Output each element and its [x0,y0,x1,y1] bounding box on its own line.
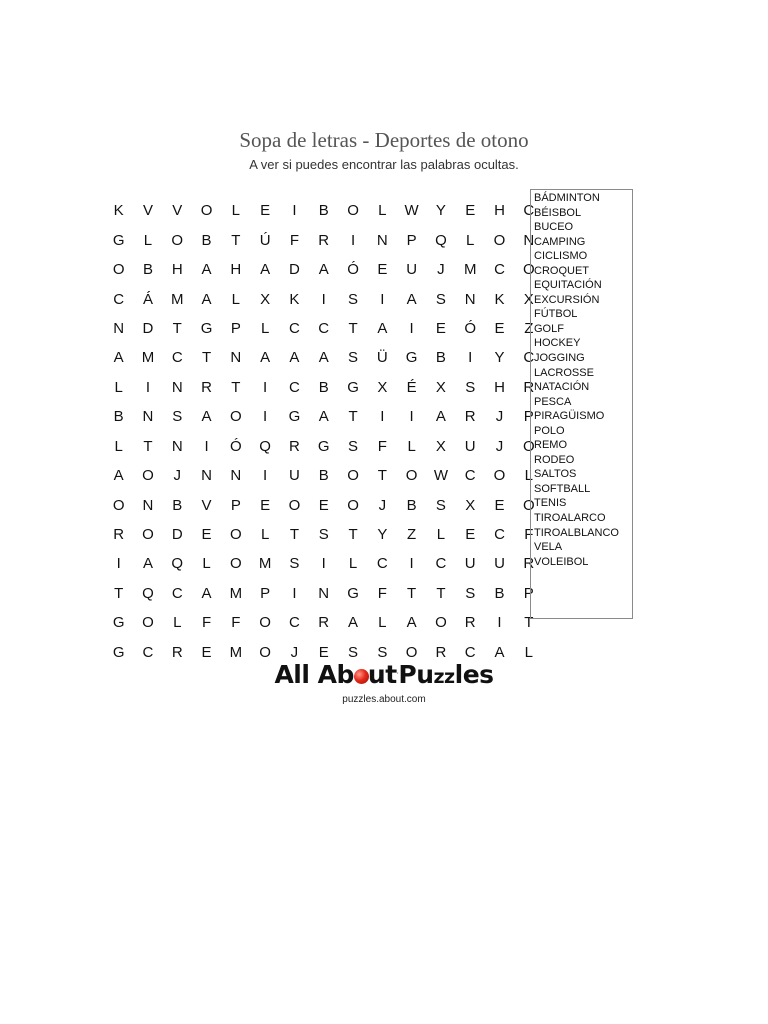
grid-letter: F [289,231,300,249]
grid-letter: L [378,614,387,632]
grid-letter: L [348,555,358,573]
grid-letter: J [378,496,387,514]
word-list-item: BUCEO [534,221,574,234]
grid-letter: O [522,261,535,279]
grid-letter: R [523,378,535,396]
grid-letter: I [321,555,326,573]
grid-letter: E [465,202,476,220]
grid-letter: X [377,378,388,396]
grid-letter: P [523,408,534,426]
grid-letter: C [464,467,476,485]
grid-letter: Ó [230,437,242,455]
grid-letter: X [435,437,446,455]
grid-letter: I [204,437,209,455]
grid-letter: G [200,319,213,337]
grid-letter: O [347,496,359,514]
grid-letter: C [171,584,183,602]
grid-letter: O [522,496,535,514]
grid-letter: A [435,408,446,426]
word-list-item: GOLF [534,322,564,335]
grid-letter: O [230,555,242,573]
grid-letter: G [347,584,359,602]
word-list-item: SALTOS [534,468,577,481]
word-list-item: SOFTBALL [534,482,591,495]
grid-letter: B [318,378,329,396]
grid-letter: A [201,408,212,426]
grid-letter: S [348,290,359,308]
grid-letter: S [465,584,476,602]
grid-letter: Ú [259,231,271,249]
grid-letter: L [260,319,270,337]
grid-letter: F [231,614,241,632]
grid-letter: M [170,290,184,308]
grid-letter: P [260,584,271,602]
grid-letter: V [201,496,212,514]
grid-letter: C [523,349,535,367]
word-list-item: BÉISBOL [534,206,582,219]
grid-letter: M [229,643,243,661]
word-list-item: RODEO [534,453,575,466]
grid-letter: P [523,584,534,602]
grid-letter: T [231,231,241,249]
grid-letter: I [409,408,414,426]
grid-letter: T [524,614,534,632]
grid-letter: L [378,202,387,220]
grid-letter: C [318,319,330,337]
grid-letter: K [494,290,505,308]
grid-letter: N [142,496,154,514]
grid-letter: B [201,231,212,249]
grid-letter: J [290,643,299,661]
word-list-item: REMO [534,439,567,452]
grid-letter: C [435,555,447,573]
grid-letter: Q [259,437,271,455]
grid-letter: L [524,467,533,485]
grid-letter: A [494,643,505,661]
grid-letter: B [172,496,183,514]
grid-letter: C [464,643,476,661]
grid-letter: O [522,437,535,455]
grid-letter: S [348,643,359,661]
puzzle-subtitle: A ver si puedes encontrar las palabras ocultas. [249,157,519,172]
grid-letter: S [435,496,446,514]
grid-letter: P [230,319,241,337]
word-list-item: CAMPING [534,235,586,248]
grid-letter: N [523,231,535,249]
grid-letter: L [524,643,533,661]
grid-letter: B [494,584,505,602]
grid-letter: R [464,614,476,632]
grid-letter: L [114,378,123,396]
grid-letter: B [318,467,329,485]
grid-letter: O [288,496,301,514]
grid-letter: T [289,526,300,544]
grid-letter: O [142,467,154,485]
grid-letter: O [493,467,506,485]
grid-letter: G [405,349,418,367]
grid-letter: D [171,526,183,544]
grid-letter: N [113,319,125,337]
grid-letter: O [405,643,418,661]
grid-letter: H [230,261,242,279]
grid-letter: G [347,378,359,396]
word-list-item: EQUITACIÓN [534,279,602,292]
grid-letter: V [142,202,153,220]
grid-letter: E [494,496,505,514]
grid-letter: I [292,202,297,220]
word-list-item: FÚTBOL [534,308,578,321]
grid-letter: T [348,408,358,426]
grid-letter: T [436,584,446,602]
grid-letter: Á [142,290,153,308]
grid-letter: R [201,378,212,396]
grid-letter: A [113,349,124,367]
grid-letter: U [464,555,476,573]
grid-letter: A [318,349,329,367]
grid-letter: N [376,231,388,249]
grid-letter: Q [142,584,154,602]
grid-letter: S [377,643,388,661]
grid-letter: R [171,643,183,661]
grid-letter: C [523,202,535,220]
grid-letter: K [289,290,300,308]
grid-letter: R [318,231,330,249]
grid-letter: U [464,437,476,455]
logo-text-3: Pu [398,660,434,689]
grid-letter: T [348,526,358,544]
logo-text-4: zz [433,666,455,688]
grid-letter: X [523,290,534,308]
grid-letter: L [231,202,240,220]
grid-letter: O [171,231,184,249]
grid-letter: B [142,261,153,279]
grid-letter: I [497,614,502,632]
grid-letter: I [116,555,121,573]
grid-letter: I [321,290,326,308]
grid-letter: O [347,202,359,220]
red-ball-icon [354,669,369,684]
grid-letter: H [494,378,505,396]
grid-letter: D [289,261,300,279]
grid-letter: O [112,261,125,279]
grid-letter: S [289,555,300,573]
grid-letter: T [348,319,358,337]
grid-letter: A [289,349,300,367]
grid-letter: R [435,643,447,661]
grid-letter: E [318,643,329,661]
grid-letter: M [463,261,477,279]
grid-letter: Ü [376,349,388,367]
grid-letter: Y [435,202,446,220]
grid-letter: A [318,408,329,426]
grid-letter: L [231,290,240,308]
grid-letter: B [113,408,124,426]
grid-letter: C [289,614,300,632]
grid-letter: C [171,349,183,367]
grid-letter: L [202,555,211,573]
grid-letter: E [260,202,271,220]
grid-letter: S [435,290,446,308]
word-list-item: LACROSSE [534,366,594,379]
grid-letter: O [230,526,242,544]
grid-letter: L [143,231,153,249]
grid-letter: O [405,467,418,485]
grid-letter: L [436,526,446,544]
grid-letter: P [230,496,241,514]
grid-letter: S [348,437,359,455]
grid-letter: C [289,378,300,396]
grid-letter: Ó [464,319,477,337]
grid-letter: A [113,467,124,485]
grid-letter: U [494,555,505,573]
grid-letter: I [409,319,414,337]
grid-letter: T [231,378,241,396]
word-list-item: HOCKEY [534,337,581,350]
grid-letter: S [465,378,476,396]
grid-letter: A [260,261,271,279]
grid-letter: O [259,614,271,632]
grid-letter: O [259,643,271,661]
grid-letter: C [289,319,300,337]
grid-letter: I [263,408,268,426]
logo-text-1: All Ab [274,660,354,689]
grid-letter: D [142,319,154,337]
grid-letter: T [201,349,212,367]
grid-letter: E [465,526,476,544]
grid-letter: I [380,408,385,426]
word-list-item: VELA [534,541,563,554]
grid-letter: N [230,467,242,485]
grid-letter: T [407,584,417,602]
grid-letter: N [142,408,154,426]
grid-letter: G [112,643,125,661]
grid-letter: N [171,378,183,396]
grid-letter: L [407,437,416,455]
grid-letter: Q [171,555,184,573]
grid-letter: J [495,408,504,426]
grid-letter: N [201,467,212,485]
grid-letter: E [435,319,446,337]
grid-letter: R [523,555,535,573]
grid-letter: I [292,584,297,602]
grid-letter: A [201,584,212,602]
grid-letter: F [377,584,387,602]
grid-letter: N [230,349,242,367]
grid-letter: Z [407,526,417,544]
grid-letter: J [437,261,445,279]
grid-letter: I [263,467,268,485]
all-about-puzzles-logo: All Ab ut.Puzzles [274,660,494,689]
grid-letter: J [173,467,181,485]
grid-letter: C [376,555,388,573]
word-list-item: CICLISMO [534,250,588,263]
grid-letter: E [377,261,388,279]
grid-letter: O [200,202,213,220]
grid-letter: É [406,378,417,396]
grid-letter: B [435,349,446,367]
grid-letter: T [377,467,387,485]
grid-letter: T [143,437,153,455]
grid-letter: N [464,290,476,308]
grid-letter: W [404,202,419,220]
grid-letter: G [288,408,301,426]
grid-letter: Ó [347,261,359,279]
grid-letter: X [260,290,271,308]
grid-letter: O [142,614,154,632]
grid-letter: A [348,614,359,632]
logo-text-5: les [454,660,494,689]
grid-letter: G [112,231,125,249]
grid-letter: Y [494,349,505,367]
logo-text-2: ut [367,660,397,689]
grid-letter: L [466,231,475,249]
grid-letter: C [142,643,154,661]
grid-letter: R [464,408,476,426]
word-list-item: VOLEIBOL [534,555,589,568]
grid-letter: U [406,261,418,279]
grid-letter: X [465,496,476,514]
grid-letter: S [318,526,329,544]
word-list-item: POLO [534,424,565,437]
grid-letter: S [172,408,183,426]
grid-letter: O [435,614,447,632]
grid-letter: L [260,526,270,544]
grid-letter: A [201,261,212,279]
grid-letter: B [406,496,417,514]
grid-letter: R [318,614,330,632]
grid-letter: G [112,614,125,632]
word-list-item: TIROALARCO [534,512,606,525]
grid-letter: A [318,261,329,279]
word-list-item: CROQUET [534,264,589,277]
grid-letter: Q [435,231,447,249]
grid-letter: C [494,261,505,279]
word-list-item: TENIS [534,497,567,510]
puzzle-title: Sopa de letras - Deportes de otono [239,128,529,152]
grid-letter: R [113,526,125,544]
grid-letter: O [230,408,242,426]
letter-grid [104,196,543,667]
grid-letter: A [142,555,153,573]
grid-letter: I [350,231,356,249]
site-url: puzzles.about.com [342,694,426,705]
grid-letter: K [113,202,124,220]
grid-letter: F [377,437,387,455]
grid-letter: A [406,290,417,308]
grid-letter: I [409,555,414,573]
grid-letter: A [406,614,417,632]
grid-letter: I [263,378,268,396]
grid-letter: A [260,349,271,367]
grid-letter: E [494,319,505,337]
word-list-item: JOGGING [534,352,585,365]
grid-letter: I [468,349,473,367]
grid-letter: O [347,467,359,485]
grid-letter: C [113,290,125,308]
grid-letter: F [524,526,534,544]
grid-letter: N [171,437,183,455]
grid-letter: T [114,584,124,602]
grid-letter: V [172,202,183,220]
grid-letter: L [114,437,123,455]
grid-letter: X [435,378,446,396]
grid-letter: M [258,555,272,573]
grid-letter: I [380,290,385,308]
grid-letter: P [406,231,417,249]
grid-letter: B [318,202,329,220]
grid-letter: E [260,496,271,514]
grid-letter: O [493,231,506,249]
word-list-item: PIRAGÜISMO [534,410,605,423]
grid-letter: Z [524,319,534,337]
grid-letter: E [318,496,329,514]
grid-letter: J [495,437,504,455]
grid-letter: W [433,467,448,485]
grid-letter: R [289,437,300,455]
grid-letter: O [142,526,154,544]
grid-letter: N [318,584,330,602]
word-list-item: NATACIÓN [534,381,590,394]
grid-letter: E [201,526,212,544]
grid-letter: M [229,584,243,602]
grid-letter: S [348,349,359,367]
grid-letter: M [141,349,155,367]
grid-letter: F [201,614,212,632]
grid-letter: G [317,437,330,455]
grid-letter: T [172,319,182,337]
grid-letter: L [173,614,182,632]
grid-letter: H [494,202,505,220]
grid-letter: C [494,526,505,544]
grid-letter: A [377,319,388,337]
grid-letter: H [171,261,183,279]
grid-letter: Y [377,526,388,544]
word-list-item: PESCA [534,395,572,408]
grid-letter: E [201,643,212,661]
word-list-item: TIROALBLANCO [534,526,619,539]
word-list-item: BÁDMINTON [534,192,600,204]
grid-letter: O [112,496,125,514]
word-list-item: EXCURSIÓN [534,293,600,306]
grid-letter: U [289,467,300,485]
word-list [530,189,633,619]
grid-letter: I [145,378,151,396]
grid-letter: A [201,290,212,308]
